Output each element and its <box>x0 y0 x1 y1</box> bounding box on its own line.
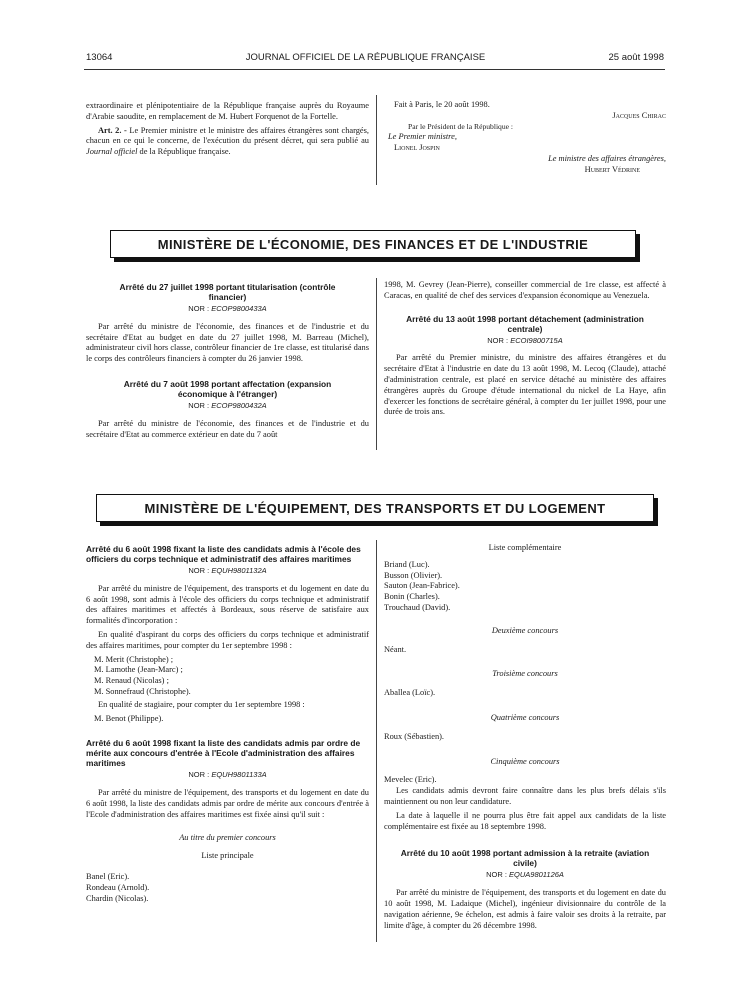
section1-right-column <box>384 280 666 421</box>
nor-reference: NOR : ECOP9800432A <box>188 400 267 410</box>
nor-reference: NOR : EQUH9801133A <box>188 770 267 780</box>
page-header <box>0 52 731 66</box>
candidate-name: Rondeau (Arnold). <box>86 882 150 892</box>
minister-title: Le ministre des affaires étrangères, <box>548 153 666 163</box>
concours-heading: Deuxième concours <box>491 625 559 635</box>
top-right-column <box>384 100 666 176</box>
arrete-title: Arrêté du 6 août 1998 fixant la liste des candidats admis à l'école des officiers du corps technique et administratif des affaires maritimes <box>86 544 361 564</box>
arrete-text-continued: 1998, M. Gevrey (Jean-Pierre), conseiller commercial de 1re classe, est affecté à Caracas, en qualité de chef des services d'expansion économique au Venezuela. <box>384 280 666 300</box>
arrete-text: Par arrêté du ministre de l'économie, des finances et de l'industrie et du secrétaire d'Etat au commerce extérieur en date du 7 août <box>86 418 369 439</box>
candidate-name: Banel (Eric). <box>86 872 130 882</box>
arrete-title: Arrêté du 7 août 1998 portant affectation (expansion économique à l'étranger) <box>123 378 332 399</box>
signer: Jacques Chirac <box>612 110 666 120</box>
column-divider <box>376 95 377 185</box>
journal-title: JOURNAL OFFICIEL DE LA RÉPUBLIQUE FRANÇAISE <box>245 52 486 63</box>
header-rule <box>84 69 665 70</box>
list-heading: Liste complémentaire <box>488 543 562 552</box>
minister-name: Hubert Védrine <box>584 164 640 174</box>
arrete-text: Par arrêté du ministre de l'économie, des finances et de l'industrie et du secrétaire d'Etat au budget en date du 27 juillet 1998, M. Barreau (Michel), administrateur civil hors classe, contrôleur financier de 1re classe, est titularisé dans le corps des contrôleurs financiers à compter du 26 janvier 1998. <box>86 321 369 364</box>
list-item: M. Benot (Philippe). <box>94 713 164 723</box>
nor-reference: NOR : ECOP9800433A <box>188 304 267 313</box>
arrete-text: En qualité d'aspirant du corps des officiers du corps technique et administratif des affaires maritimes, pour compter du 1er septembre 1998 : <box>86 629 369 650</box>
top-left-column <box>86 101 369 161</box>
column-divider <box>376 540 377 942</box>
section1-left-column <box>86 282 369 443</box>
article-label: Art. 2. - <box>98 125 127 135</box>
section-title-economie: MINISTÈRE DE L'ÉCONOMIE, DES FINANCES ET DE L'INDUSTRIE <box>110 230 636 258</box>
column-divider <box>376 278 377 450</box>
article-2: Art. 2. - Le Premier ministre et le ministre des affaires étrangères sont chargés, chacun en ce qui le concerne, de l'exécution du présent décret, qui sera publié au Journal officiel de la République française. <box>86 125 369 157</box>
candidate-name: Briand (Luc). <box>384 559 430 569</box>
fait-line: Fait à Paris, le 20 août 1998. <box>394 100 490 109</box>
candidate-name: Néant. <box>384 644 407 654</box>
note-paragraph: Les candidats admis devront faire connaître dans les plus brefs délais s'ils maintiennent ou non leur candidature. <box>384 786 666 806</box>
issue-date: 25 août 1998 <box>608 52 664 63</box>
nor-reference: NOR : EQUA9801126A <box>486 870 564 880</box>
arrete-text: En qualité de stagiaire, pour compter du 1er septembre 1998 : <box>98 699 305 709</box>
pm-title: Le Premier ministre, <box>388 132 457 142</box>
list-item: M. Lamothe (Jean-Marc) ; <box>94 665 183 675</box>
list-item: M. Renaud (Nicolas) ; <box>94 676 169 686</box>
list-item: M. Merit (Christophe) ; <box>94 654 174 664</box>
nor-reference: NOR : ECOI9800715A <box>487 335 563 345</box>
arrete-title: Arrêté du 27 juillet 1998 portant titularisation (contrôle financier) <box>119 282 336 302</box>
page-number: 13064 <box>86 52 113 63</box>
candidate-name: Busson (Olivier). <box>384 570 443 580</box>
concours-heading: Troisième concours <box>492 669 558 679</box>
candidate-name: Bonin (Charles). <box>384 592 440 602</box>
section-title-equipement: MINISTÈRE DE L'ÉQUIPEMENT, DES TRANSPORTS ET DU LOGEMENT <box>96 494 654 522</box>
candidate-name: Aballea (Loïc). <box>384 688 436 698</box>
decree-paragraph: extraordinaire et plénipotentiaire de la République française auprès du Royaume d'Arabie saoudite, en remplacement de M. Hubert Forquenot de la Fortelle. <box>86 101 369 121</box>
concours-heading: Au titre du premier concours <box>179 832 276 842</box>
arrete-title: Arrêté du 10 août 1998 portant admission à la retraite (aviation civile) <box>400 848 650 869</box>
list-item: M. Sonnefraud (Christophe). <box>94 686 191 696</box>
candidate-name: Trouchaud (David). <box>384 602 451 612</box>
arrete-title: Arrêté du 13 août 1998 portant détachement (administration centrale) <box>406 313 644 334</box>
pm-name: Lionel Jospin <box>394 143 440 153</box>
arrete-text: Par arrêté du ministre de l'équipement, des transports et du logement en date du 6 août 1998, sont admis à l'école des officiers du corps technique et administratif des affaires maritimes et affectés à Bordeaux, sous réserve de satisfaire aux formalités d'incorporation : <box>86 583 369 626</box>
arrete-text: Par arrêté du Premier ministre, du ministre des affaires étrangères et du secrétaire d'Etat à l'industrie en date du 13 août 1998, M. Lecoq (Claude), attaché d'administration centrale, est placé en service détaché au ministère des affaires étrangères auprès du Groupe d'étude international du nickel de La Haye, afin d'exercer les fonctions de secrétaire général, à compter du 1er juillet 1998, pour une durée de trois ans. <box>384 353 666 417</box>
nor-reference: NOR : EQUH9801132A <box>188 566 267 575</box>
arrete-text: Par arrêté du ministre de l'équipement, des transports et du logement en date du 6 août 1998, la liste des candidats admis par ordre de mérite aux concours d'entrée à l'Ecole d'administration des affaires maritimes est fixée ainsi qu'il suit : <box>86 788 369 819</box>
section2-right-column <box>384 543 666 934</box>
arrete-text: Par arrêté du ministre de l'équipement, des transports et du logement en date du 10 août 1998, M. Ladaique (Michel), ingénieur divisionnaire du contrôle de la navigation aérienne, 9e échelon, est admis à faire valoir ses droits à la retraite, par limite d'âge, à compter du 26 décembre 1998. <box>384 888 666 930</box>
candidate-name: Chardin (Nicolas). <box>86 893 149 903</box>
note-paragraph: La date à laquelle il ne pourra plus être fait appel aux candidats de la liste complémentaire est fixée au 18 septembre 1998. <box>384 810 666 831</box>
section2-left-column <box>86 544 369 905</box>
list-heading: Liste principale <box>201 851 254 861</box>
candidate-name: Sauton (Jean-Fabrice). <box>384 581 460 591</box>
par-le-president: Par le Président de la République : <box>408 121 514 131</box>
concours-heading: Quatrième concours <box>490 712 560 722</box>
concours-heading: Cinquième concours <box>490 756 560 766</box>
arrete-title: Arrêté du 6 août 1998 fixant la liste des candidats admis par ordre de mérite aux concours d'entrée à l'Ecole d'administration des affaires maritimes <box>86 738 361 769</box>
candidate-name: Roux (Sébastien). <box>384 731 445 741</box>
candidate-name: Mevelec (Eric). <box>384 775 437 785</box>
